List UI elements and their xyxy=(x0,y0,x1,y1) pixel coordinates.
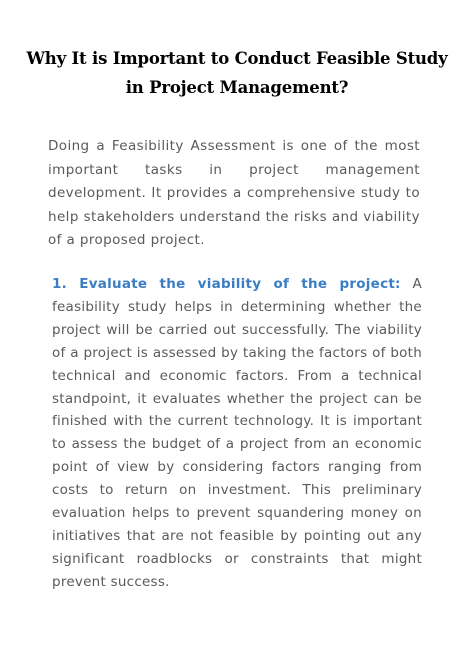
document-title: Why It is Important to Conduct Feasible Study in Project Management? xyxy=(26,49,448,97)
section-evaluate-viability xyxy=(52,273,422,594)
section-body: A feasibility study helps in determining whether the project will be carried out successfully. The viability of a project is assessed by taking the factors of both technical and economic factors. From a technical standpoint, it evaluates whether the project can be finished with the current technology. It is important to assess the budget of a project from an economic point of view by considering factors ranging from costs to return on investment. This preliminary evaluation helps to prevent squandering money on initiatives that are not feasible by pointing out any significant roadblocks or constraints that might prevent success. xyxy=(52,276,422,590)
intro-paragraph: Doing a Feasibility Assessment is one of the most important tasks in project management development. It provides a comprehensive study to help stakeholders understand the risks and viability of a proposed project. xyxy=(48,138,420,248)
section-heading: 1. Evaluate the viability of the project: xyxy=(52,276,401,292)
